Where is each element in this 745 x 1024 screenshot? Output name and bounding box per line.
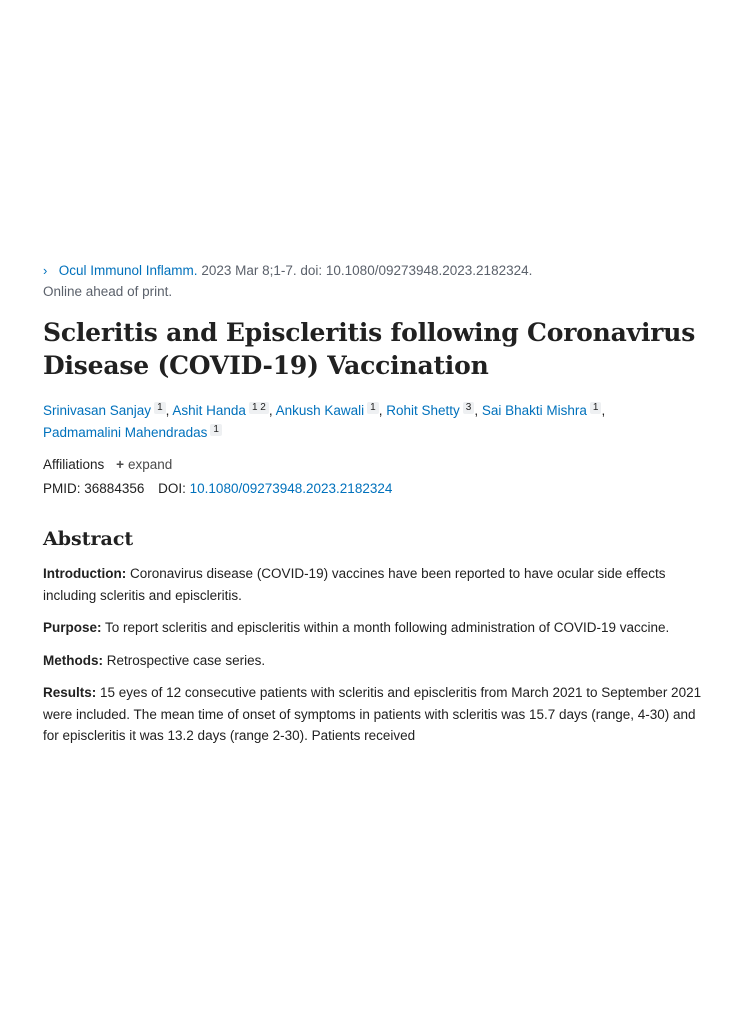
citation — [43, 260, 703, 302]
doi-label: DOI: — [158, 481, 186, 496]
affiliations-expand-button[interactable] — [116, 457, 172, 472]
pmid-label: PMID: — [43, 481, 81, 496]
author-link[interactable]: Srinivasan Sanjay — [43, 403, 152, 418]
affiliation-ref[interactable]: 1 — [367, 402, 379, 414]
abstract-results — [43, 682, 703, 747]
affiliation-ref[interactable]: 1 2 — [249, 402, 269, 414]
abstract-heading: Abstract — [43, 528, 134, 550]
author-list: Srinivasan Sanjay 1 , Ashit Handa 1 2 , Ankush Kawali 1 , Rohit Shetty 3 , Sai Bhakti Mishra 1 , Padmamalini Mahendradas 1 — [43, 401, 606, 440]
article-page — [43, 260, 703, 747]
affiliations-label: Affiliations — [43, 457, 105, 472]
abstract-purpose — [43, 617, 703, 639]
section-label: Purpose: — [43, 620, 102, 635]
author-link[interactable]: Sai Bhakti Mishra — [481, 403, 587, 418]
author-link[interactable]: Ashit Handa — [172, 403, 246, 418]
doi-link[interactable]: 10.1080/09273948.2023.2182324 — [189, 481, 393, 496]
article-title-line-1: Scleritis and Episcleritis following Coronavirus — [43, 318, 696, 347]
affiliation-ref[interactable]: 1 — [210, 424, 222, 436]
affiliation-ref[interactable]: 1 — [590, 402, 602, 414]
abstract-introduction — [43, 563, 703, 606]
journal-link[interactable]: Ocul Immunol Inflamm. — [58, 263, 198, 278]
chevron-right-icon[interactable]: › — [43, 263, 48, 278]
section-text: Retrospective case series. — [106, 652, 266, 668]
identifiers — [43, 478, 703, 500]
citation-details: 2023 Mar 8;1-7. doi: 10.1080/09273948.2023.2182324. — [201, 263, 533, 278]
section-label: Methods: — [43, 652, 103, 668]
author-link[interactable]: Ankush Kawali — [275, 403, 365, 418]
pmid-value: 36884356 — [84, 481, 145, 496]
plus-icon: + — [116, 457, 124, 472]
affiliations-row — [43, 454, 703, 476]
section-label: Introduction: — [43, 566, 127, 581]
section-text: To report scleritis and episcleritis within a month following administration of COVID-19 vaccine. — [105, 620, 670, 635]
publication-status: Online ahead of print. — [43, 284, 173, 299]
expand-label: expand — [127, 457, 173, 472]
article-title-line-2: Disease (COVID-19) Vaccination — [43, 351, 489, 380]
affiliation-ref[interactable]: 1 — [154, 402, 166, 414]
author-link[interactable]: Rohit Shetty — [386, 403, 460, 418]
article-title — [43, 316, 703, 382]
author-link[interactable]: Padmamalini Mahendradas — [43, 425, 208, 440]
section-text: Coronavirus disease (COVID-19) vaccines have been reported to have ocular side effects including scleritis and episcleritis. — [43, 566, 666, 603]
abstract-methods — [43, 650, 703, 672]
section-text: 15 eyes of 12 consecutive patients with scleritis and episcleritis from March 2021 to September 2021 were included. The mean time of onset of symptoms in patients with scleritis was 15.7 days (range, 4-30) and for episcleritis it was 13.2 days (range 2-30). Patients received — [43, 685, 702, 743]
affiliation-ref[interactable]: 3 — [463, 402, 475, 414]
section-label: Results: — [43, 685, 97, 700]
